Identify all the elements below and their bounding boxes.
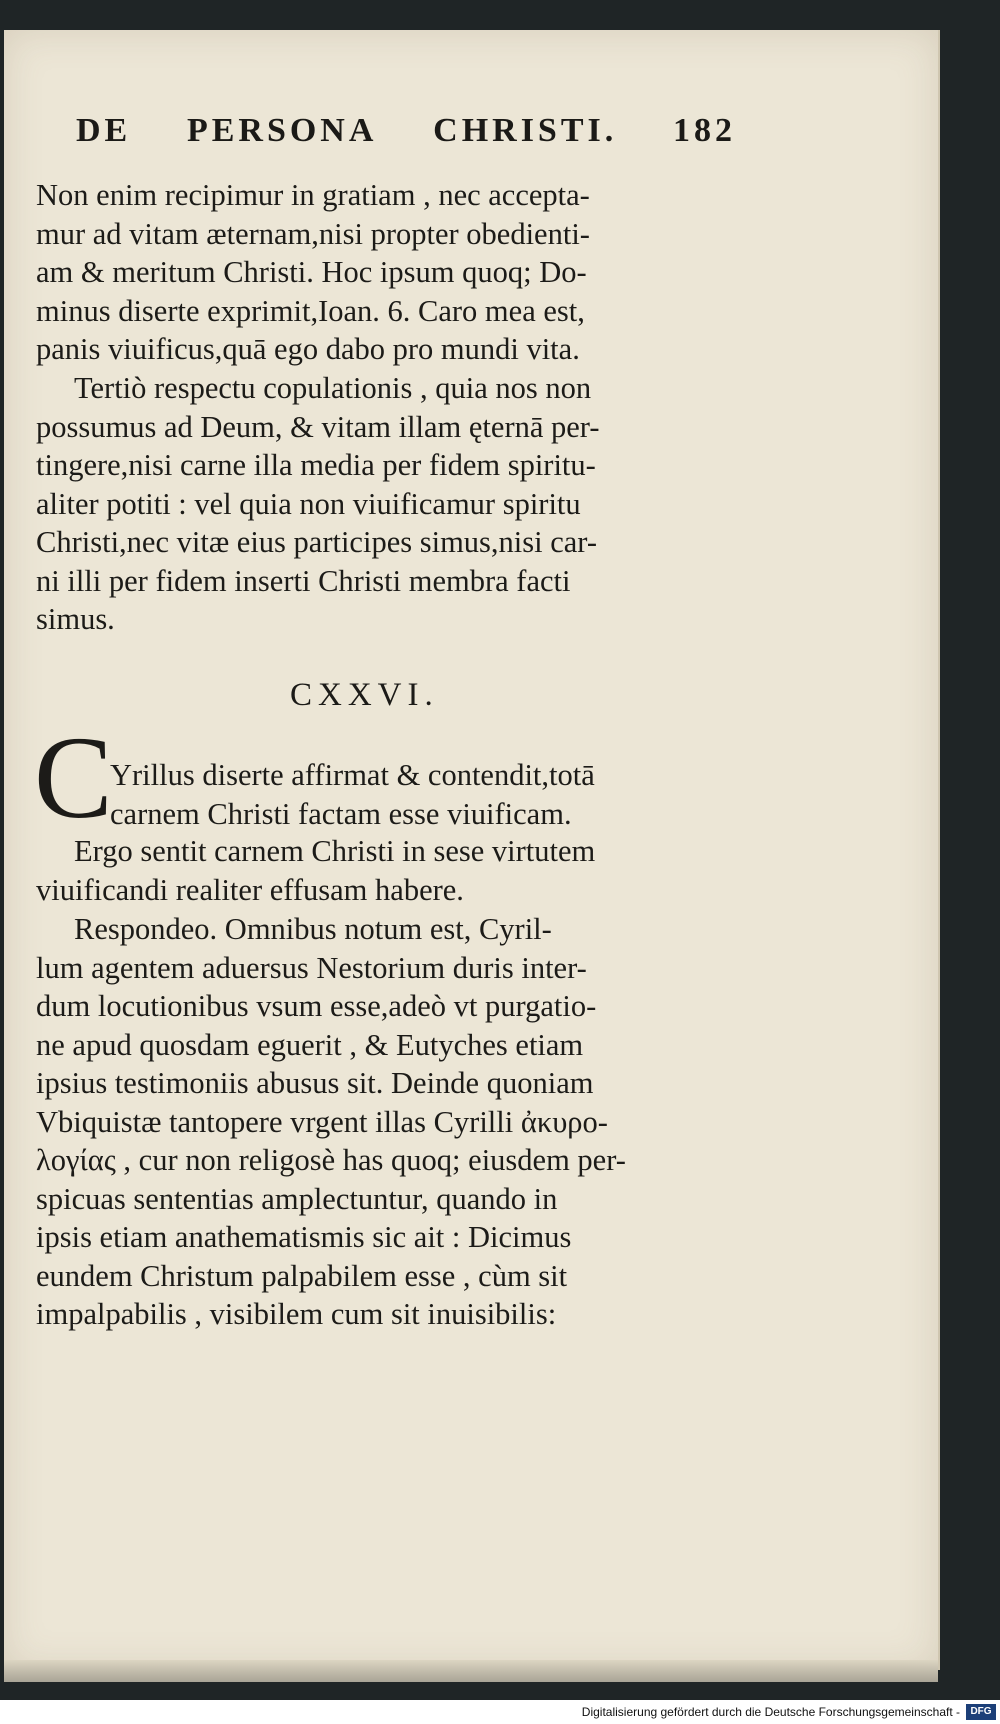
text-line: possumus ad Deum, & vitam illam ęternā per- xyxy=(36,409,600,444)
text-line: Vbiquistæ tantopere vrgent illas Cyrilli ἀκυρο- xyxy=(36,1104,608,1139)
text-line: ipsis etiam anathematismis sic ait : Dicimus xyxy=(36,1220,572,1254)
text-line: mur ad vitam æternam,nisi propter obedienti- xyxy=(36,216,590,251)
text-line: impalpabilis , visibilem cum sit inuisibilis: xyxy=(36,1297,557,1331)
text-line: eundem Christum palpabilem esse , cùm sit xyxy=(36,1258,568,1293)
text-line: ni illi per fidem inserti Christi membra facti xyxy=(36,563,571,598)
text-line: viuificandi realiter effusam habere. xyxy=(36,872,464,907)
text-line: Tertiò respectu copulationis , quia nos non xyxy=(74,371,592,405)
text-line: spicuas sententias amplectuntur, quando in xyxy=(36,1181,558,1216)
paragraph-1 xyxy=(36,176,716,369)
text-line: Ergo sentit carnem Christi in sese virtutem xyxy=(74,834,596,868)
text-line: tingere,nisi carne illa media per fidem spiritu- xyxy=(36,448,596,482)
paragraph-4 xyxy=(36,832,716,909)
text-line: ne apud quosdam eguerit , & Eutyches etiam xyxy=(36,1027,584,1062)
text-line: Yrillus diserte affirmat & contendit,totā xyxy=(110,758,595,792)
dfg-logo: DFG xyxy=(966,1704,996,1720)
text-line: λογίας , cur non religosè has quoq; eiusdem per- xyxy=(36,1143,626,1177)
text-line: panis viuificus,quā ego dabo pro mundi vita. xyxy=(36,332,580,366)
section-heading: CXXVI. xyxy=(290,677,439,713)
text-line: Christi,nec vitæ eius participes simus,nisi car- xyxy=(36,525,598,559)
header-word: CHRISTI. xyxy=(433,112,618,149)
text-line: dum locutionibus vsum esse,adeò vt purgatio- xyxy=(36,989,597,1023)
header-word: DE xyxy=(76,112,132,149)
text-line: Respondeo. Omnibus notum est, Cyril- xyxy=(74,912,552,946)
footer-bar xyxy=(0,1700,1000,1724)
text-line: ipsius testimoniis abusus sit. Deinde quoniam xyxy=(36,1066,594,1100)
paragraph-3 xyxy=(110,756,720,833)
running-header xyxy=(76,112,736,150)
text-line: carnem Christi factam esse viuificam. xyxy=(110,796,572,831)
header-word: PERSONA xyxy=(186,112,378,149)
text-line: minus diserte exprimit,Ioan. 6. Caro mea est, xyxy=(36,293,585,328)
text-line: aliter potiti : vel quia non viuificamur spiritu xyxy=(36,486,581,521)
text-line: simus. xyxy=(36,602,115,636)
paragraph-5 xyxy=(36,910,716,1334)
text-line: am & meritum Christi. Hoc ipsum quoq; Do- xyxy=(36,255,587,289)
text-line: Non enim recipimur in gratiam , nec accepta- xyxy=(36,178,590,212)
drop-capital: C xyxy=(34,712,113,843)
text-line: lum agentem aduersus Nestorium duris inter- xyxy=(36,950,587,985)
page-number: 182 xyxy=(672,112,736,149)
footer-credit: Digitalisierung gefördert durch die Deutsche Forschungsgemeinschaft - xyxy=(581,1705,960,1719)
paragraph-2 xyxy=(36,369,716,639)
page-edge xyxy=(4,1660,938,1682)
